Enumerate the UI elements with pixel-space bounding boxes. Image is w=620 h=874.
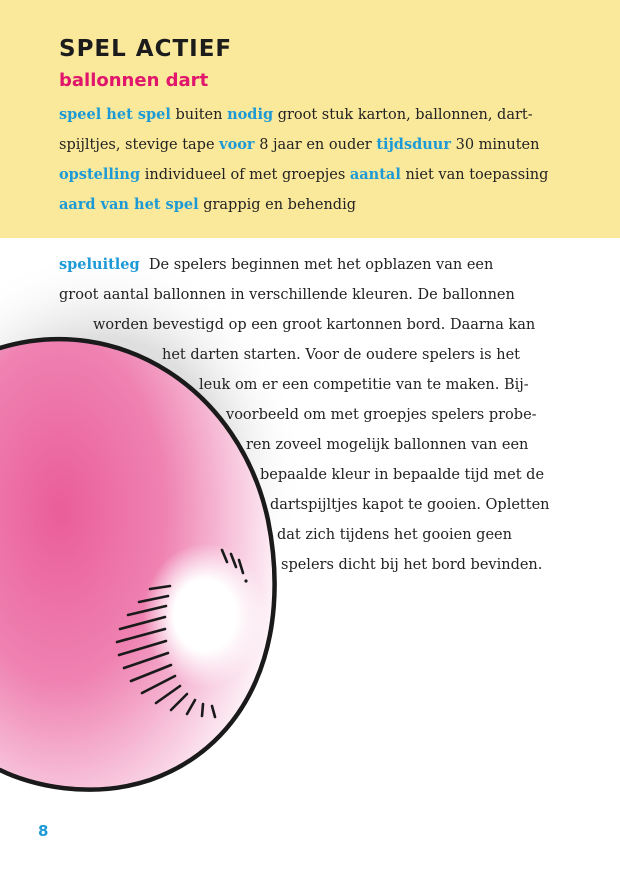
game-subtitle: ballonnen dart xyxy=(59,70,209,91)
info-label: voor xyxy=(219,136,255,153)
info-value: grappig en behendig xyxy=(203,197,356,213)
description-line: spelers dicht bij het bord bevinden. xyxy=(281,557,543,573)
page-title: SPEL ACTIEF xyxy=(59,36,233,62)
info-label: aard van het spel xyxy=(59,196,199,213)
game-info xyxy=(59,100,579,220)
description-line: voorbeeld om met groepjes spelers probe- xyxy=(226,407,537,423)
description-line: dat zich tijdens het gooien geen xyxy=(277,527,512,543)
header-panel xyxy=(0,0,620,238)
info-value: 30 minuten xyxy=(455,137,540,153)
info-value: groot stuk karton, ballonnen, dart- xyxy=(277,107,533,123)
info-label: opstelling xyxy=(59,166,141,183)
info-value: spijltjes, stevige tape xyxy=(59,137,215,153)
info-value: niet van toepassing xyxy=(405,167,549,183)
description-line: dartspijltjes kapot te gooien. Opletten xyxy=(270,497,550,513)
info-label: nodig xyxy=(227,106,274,123)
info-row xyxy=(59,190,579,220)
description-text: De spelers beginnen met het opblazen van een xyxy=(148,257,494,273)
description-line: leuk om er een competitie van te maken. Bij- xyxy=(199,377,529,393)
info-value: buiten xyxy=(175,107,223,123)
page-number: 8 xyxy=(38,822,49,840)
info-label: speel het spel xyxy=(59,106,171,123)
description-label: speluitleg xyxy=(59,256,140,273)
info-label: aantal xyxy=(349,166,401,183)
balloon-dot xyxy=(244,579,247,582)
balloon-highlight xyxy=(143,543,267,687)
info-row xyxy=(59,100,579,130)
description-line: groot aantal ballonnen in verschillende kleuren. De ballonnen xyxy=(59,287,515,303)
description-line: het darten starten. Voor de oudere spelers is het xyxy=(162,347,520,363)
info-value: individueel of met groepjes xyxy=(144,167,346,183)
description-line: bepaalde kleur in bepaalde tijd met de xyxy=(260,467,545,483)
description-line xyxy=(59,250,493,280)
info-row xyxy=(59,130,579,160)
info-row xyxy=(59,160,579,190)
info-label: tijdsduur xyxy=(376,136,451,153)
description-line: worden bevestigd op een groot kartonnen bord. Daarna kan xyxy=(93,317,536,333)
description-line: ren zoveel mogelijk ballonnen van een xyxy=(246,437,529,453)
info-value: 8 jaar en ouder xyxy=(259,137,372,153)
